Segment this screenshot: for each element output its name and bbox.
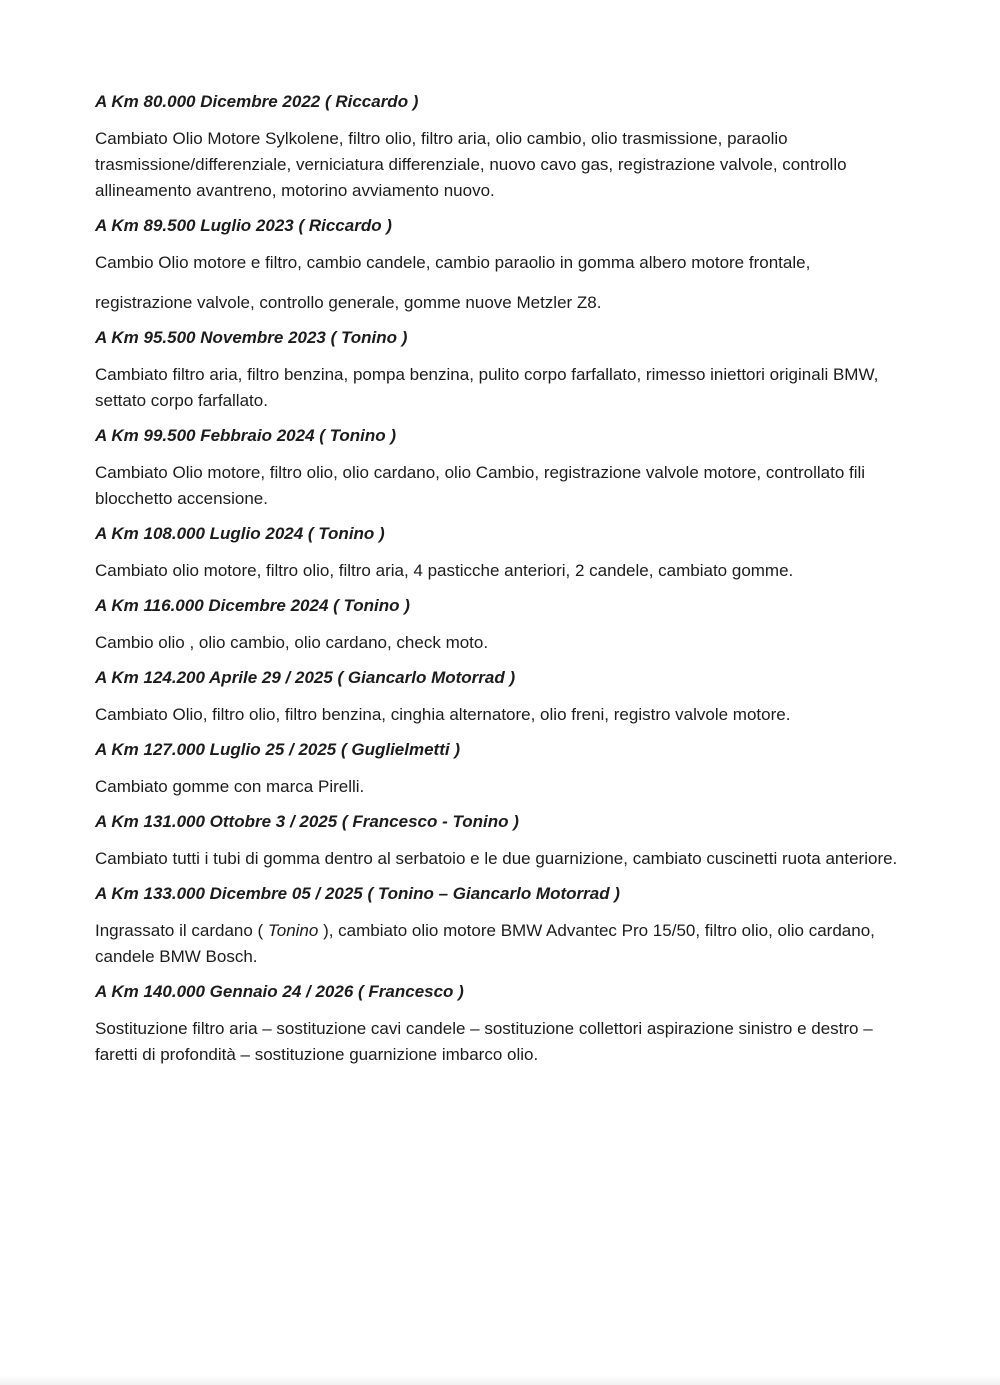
entry-title: A Km 89.500 Luglio 2023 ( Riccardo ) xyxy=(95,216,392,235)
entry-paragraph: Cambiato Olio motore, filtro olio, olio cardano, olio Cambio, registrazione valvole motore, controllato fili blocchetto accensione. xyxy=(95,463,866,508)
entry-paragraph xyxy=(95,918,915,970)
entry-body xyxy=(95,702,915,728)
paragraph-text: Ingrassato il cardano ( xyxy=(95,921,268,940)
entry-body xyxy=(95,774,915,800)
entry-paragraph: Cambiato Olio Motore Sylkolene, filtro olio, filtro aria, olio cambio, olio trasmissione, paraolio trasmissione/differenziale, verniciatura differenziale, nuovo cavo gas, registrazione valvole, controllo allineamento avantreno, motorino avviamento nuovo. xyxy=(95,129,847,200)
entry-title: A Km 108.000 Luglio 2024 ( Tonino ) xyxy=(95,524,385,543)
entry-title: A Km 140.000 Gennaio 24 / 2026 ( Francesco ) xyxy=(95,982,464,1001)
entry-title: A Km 99.500 Febbraio 2024 ( Tonino ) xyxy=(95,426,397,445)
entry-body xyxy=(95,126,915,204)
paragraph-text: ), cambiato olio motore BMW Advantec Pro 15/50, filtro olio, olio cardano, candele BMW Bosch. xyxy=(95,921,875,966)
entry-title: A Km 124.200 Aprile 29 / 2025 ( Giancarlo Motorrad ) xyxy=(95,668,516,687)
entry-body xyxy=(95,846,915,872)
entry-paragraph: Cambiato Olio, filtro olio, filtro benzina, cinghia alternatore, olio freni, registro valvole motore. xyxy=(95,705,791,724)
entry-body xyxy=(95,362,915,414)
entry-paragraph: Cambiato gomme con marca Pirelli. xyxy=(95,777,365,796)
entry-title: A Km 116.000 Dicembre 2024 ( Tonino ) xyxy=(95,596,410,615)
entry-title: A Km 133.000 Dicembre 05 / 2025 ( Tonino – Giancarlo Motorrad ) xyxy=(95,884,620,903)
entry-body xyxy=(95,1016,915,1068)
entry-paragraph: Sostituzione filtro aria – sostituzione cavi candele – sostituzione collettori aspirazione sinistro e destro – faretti di profondità – sostituzione guarnizione imbarco olio. xyxy=(95,1019,873,1064)
entry-paragraph: Cambio olio , olio cambio, olio cardano, check moto. xyxy=(95,633,489,652)
entry-body xyxy=(95,460,915,512)
entry-paragraph: Cambiato olio motore, filtro olio, filtro aria, 4 pasticche anteriori, 2 candele, cambiato gomme. xyxy=(95,561,794,580)
maintenance-log xyxy=(95,90,915,1078)
entry-paragraph: Cambio Olio motore e filtro, cambio candele, cambio paraolio in gomma albero motore frontale, xyxy=(95,253,811,272)
entry-title: A Km 80.000 Dicembre 2022 ( Riccardo ) xyxy=(95,92,419,111)
entry-paragraph: registrazione valvole, controllo generale, gomme nuove Metzler Z8. xyxy=(95,293,602,312)
entry-title: A Km 127.000 Luglio 25 / 2025 ( Guglielmetti ) xyxy=(95,740,460,759)
entry-title: A Km 95.500 Novembre 2023 ( Tonino ) xyxy=(95,328,408,347)
entry-body xyxy=(95,250,915,316)
entry-paragraph: Cambiato filtro aria, filtro benzina, pompa benzina, pulito corpo farfallato, rimesso iniettori originali BMW, settato corpo farfallato. xyxy=(95,365,879,410)
entry-paragraph: Cambiato tutti i tubi di gomma dentro al serbatoio e le due guarnizione, cambiato cuscinetti ruota anteriore. xyxy=(95,849,898,868)
entry-body xyxy=(95,558,915,584)
paragraph-italic-text: Tonino xyxy=(267,921,319,940)
entry-body xyxy=(95,918,915,970)
entry-body xyxy=(95,630,915,656)
page-bottom-shadow xyxy=(0,1375,1000,1385)
entry-title: A Km 131.000 Ottobre 3 / 2025 ( Francesco - Tonino ) xyxy=(95,812,519,831)
